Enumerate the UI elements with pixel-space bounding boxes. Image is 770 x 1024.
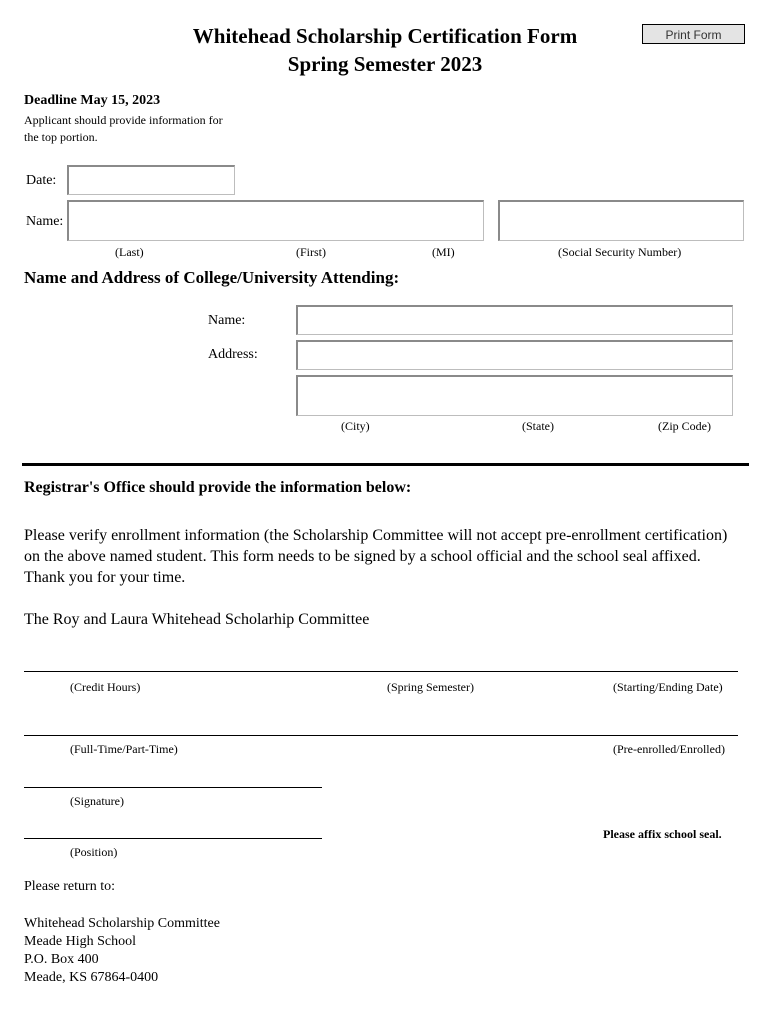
seal-note: Please affix school seal. [603,827,722,841]
return-address-line: P.O. Box 400 [24,952,99,967]
last-caption: (Last) [115,245,144,259]
status-caption: (Full-Time/Part-Time) [70,742,178,756]
return-address-line: Meade, KS 67864-0400 [24,970,159,985]
name-label: Name: [26,214,64,229]
enrollment-line-2 [24,735,738,736]
position-line [24,838,322,839]
enrolled-caption: (Pre-enrolled/Enrolled) [613,742,725,756]
college-address-input[interactable] [296,340,733,370]
return-label: Please return to: [24,879,115,894]
committee-text: The Roy and Laura Whitehead Scholarhip Committee [24,611,370,628]
mi-caption: (MI) [432,245,455,259]
signature-caption: (Signature) [70,794,124,808]
signature-line [24,787,322,788]
city-caption: (City) [341,419,370,433]
registrar-heading: Registrar's Office should provide the information below: [24,479,412,496]
form-subtitle: Spring Semester 2023 [287,52,483,76]
verification-paragraph: Please verify enrollment information (the Scholarship Committee will not accept pre-enrollment certification) on the above named student. This form needs to be signed by a school official and the school seal affixed. Thank you for your time. [24,527,728,586]
print-form-button[interactable]: Print Form [642,24,745,44]
college-heading: Name and Address of College/University Attending: [24,268,400,287]
form-title: Whitehead Scholarship Certification Form [192,24,578,48]
deadline-text: Deadline May 15, 2023 [24,93,161,108]
dates-caption: (Starting/Ending Date) [613,680,723,694]
position-caption: (Position) [70,845,118,859]
date-input[interactable] [67,165,235,195]
instruction-line-2: the top portion. [24,130,98,144]
return-address-line: Whitehead Scholarship Committee [24,916,220,931]
ssn-caption: (Social Security Number) [558,245,682,259]
first-caption: (First) [296,245,326,259]
college-name-label: Name: [208,313,246,328]
college-address-label: Address: [208,347,258,362]
spring-semester-caption: (Spring Semester) [387,680,474,694]
return-address-line: Meade High School [24,934,136,949]
city-state-zip-input[interactable] [296,375,733,416]
instruction-line-1: Applicant should provide information for [24,113,223,127]
ssn-input[interactable] [498,200,744,241]
zip-caption: (Zip Code) [658,419,711,433]
applicant-name-input[interactable] [67,200,484,241]
date-label: Date: [26,173,57,188]
section-divider [22,463,749,466]
credit-hours-caption: (Credit Hours) [70,680,141,694]
college-name-input[interactable] [296,305,733,335]
enrollment-line-1 [24,671,738,672]
state-caption: (State) [522,419,554,433]
